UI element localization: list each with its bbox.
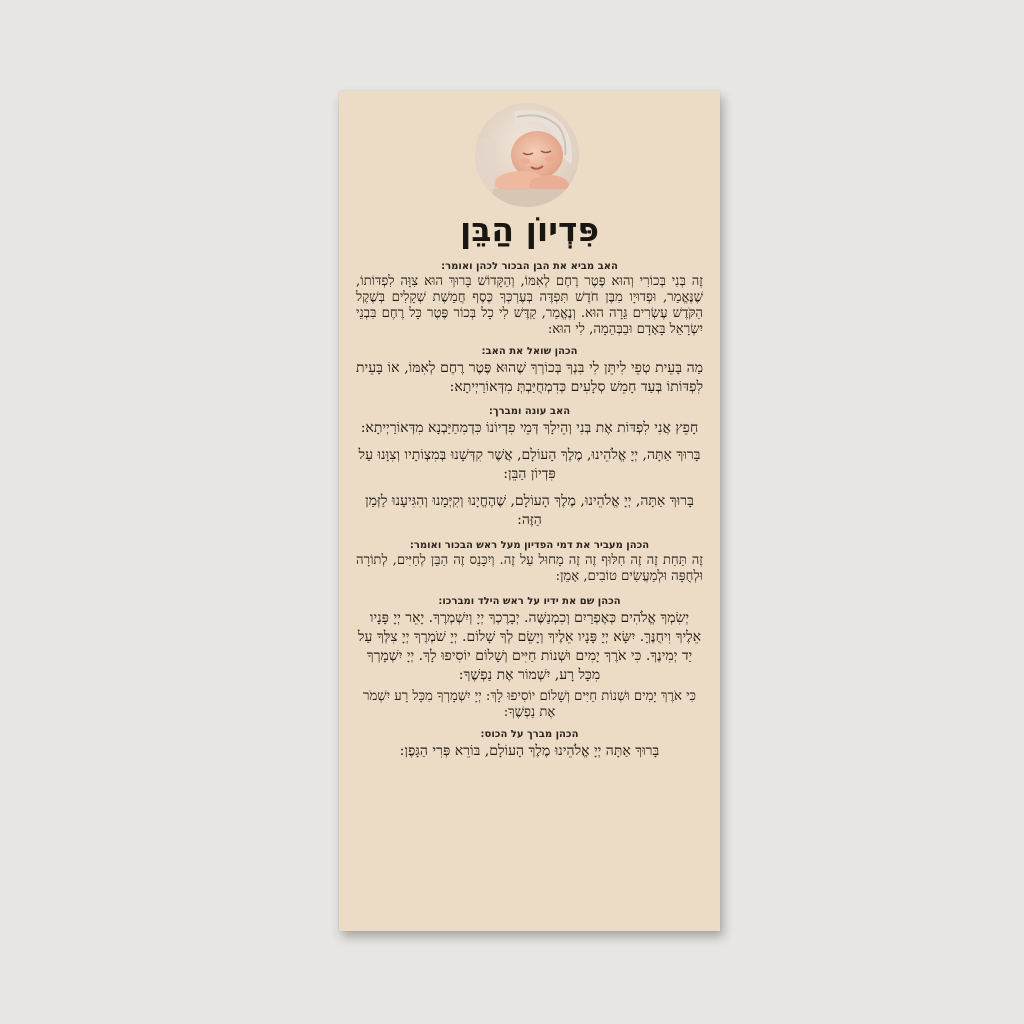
instruction-heading: האב מביא את הבן הבכור לכהן ואומר: [441,261,618,272]
long-life-blessing-text: כִּי אֹרֶךְ יָמִים וּשְׁנוֹת חַיִּים וְשָׁלוֹם יוֹסִיפוּ לָךְ: יְיָ יִשְׁמָרְךָ מִכָּל רָע יִשְׁמֹר אֶת נַפְשֶׁךָ: [363,689,696,720]
blessing-pidyon: בָּרוּךְ אַתָּה, יְיָ אֱלֹהֵינוּ, מֶלֶךְ הָעוֹלָם, אֲשֶׁר קִדְּשָׁנוּ בְּמִצְוֹתָיו וְצִוָּנוּ עַל פִּדְיוֹן הַבֵּן: [358,447,701,482]
section-wine-blessing [356,728,703,761]
father-declaration-text: זֶה בְּנִי בְּכוֹרִי וְהוּא פֶּטֶר רֶחֶם לְאִמּוֹ, וְהַקָּדוֹשׁ בָּרוּךְ הוּא צִוָּה לִפְדּוֹתוֹ, שֶׁנֶּאֱמַר, וּפְדוּיָו מִבֶּן חֹדֶשׁ תִּפְדֶּה בְּעֶרְכְּךָ כֶּסֶף חֲמֵשֶׁת שְׁקָלִים בְּשֶׁקֶל הַקֹּדֶשׁ עֶשְׂרִים גֵּרָה הוּא. וְנֶאֱמַר, קַדֶּשׁ לִי כָל בְּכוֹר פֶּטֶר כָּל רֶחֶם בִּבְנֵי יִשְׂרָאֵל בָּאָדָם וּבַבְּהֵמָה, לִי הוּא: [356,274,703,337]
coins-transfer-text: זֶה תַּחַת זֶה זֶה חִלּוּף זֶה זֶה מָחוּל עַל זֶה. וְיִכָּנֵס זֶה הַבֵּן לְחַיִּים, לְתוֹרָה וּלְחֻפָּה וּלְמַעֲשִׂים טוֹבִים, אָמֵן: [356,553,703,584]
instruction-heading: הכהן שואל את האב: [481,346,578,357]
section-father-declaration [356,260,703,338]
kohen-question-text: מַה בָּעֵית טְפֵי לִיתֵּן לִי בִּנְךָ בְּכוֹרְךָ שֶׁהוּא פֶּטֶר רֶחֶם לְאִמּוֹ, אוֹ בָּעֵית לִפְדּוֹתוֹ בְּעַד חָמֵשׁ סְלָעִים כְּדִמְחֻיַּבְתְּ מִדְּאוֹרַיְיתָא: [356,360,703,395]
instruction-heading: הכהן מעביר את דמי הפדיון מעל ראש הבכור ואומר: [409,540,650,551]
section-coins-transfer [356,539,703,585]
instruction-heading: האב עונה ומברך: [488,406,571,417]
section-father-answer [356,405,703,530]
priestly-blessing-text: יְשִׂמְךָ אֱלֹהִים כְּאֶפְרַיִם וְכִמְנַשֶּׁה. יְבָרֶכְךָ יְיָ וְיִשְׁמְרֶךָ. יָאֵר יְיָ פָּנָיו אֵלֶיךָ וִיחֻנֶּךָּ. יִשָּׂא יְיָ פָּנָיו אֵלֶיךָ וְיָשֵׂם לְךָ שָׁלוֹם. יְיָ שֹׁמְרֶךָ יְיָ צִלְּךָ עַל יַד יְמִינֶךָ. כִּי אֹרֶךְ יָמִים וּשְׁנוֹת חַיִּים וְשָׁלוֹם יוֹסִיפוּ לָךְ. יְיָ יִשְׁמָרְךָ מִכָּל רָע, יִשְׁמוֹר אֶת נַפְשֶׁךָ: [357,610,702,683]
section-priestly-blessing [356,595,703,721]
instruction-heading: הכהן מברך על הכוס: [480,729,579,740]
newborn-photo [475,103,579,207]
pidyon-haben-card [339,91,720,931]
prayer-content [356,260,703,761]
wine-blessing-text: בָּרוּךְ אַתָּה יְיָ אֱלֹהֵינוּ מֶלֶךְ הָעוֹלָם, בּוֹרֵא פְּרִי הַגָּפֶן: [399,743,660,759]
blessing-shehecheyanu: בָּרוּךְ אַתָּה, יְיָ אֱלֹהֵינוּ, מֶלֶךְ הָעוֹלָם, שֶׁהֶחֱיָנוּ וְקִיְּמָנוּ וְהִגִּיעָנוּ לַזְּמַן הַזֶּה: [365,493,694,528]
instruction-heading: הכהן שם את ידיו על ראש הילד ומברכו: [438,596,621,607]
baby-photo-icon [475,103,579,207]
father-answer-text: חָפֵץ אֲנִי לִפְדּוֹת אֶת בְּנִי וְהֵילָךְ דְּמֵי פִדְיוֹנוֹ כִּדְמִחַיַּבְנָא מִדְּאוֹרַיְיתָא: [360,420,699,436]
section-kohen-question [356,345,703,397]
page-title: פִּדְיוֹן הַבֵּן [459,210,600,249]
